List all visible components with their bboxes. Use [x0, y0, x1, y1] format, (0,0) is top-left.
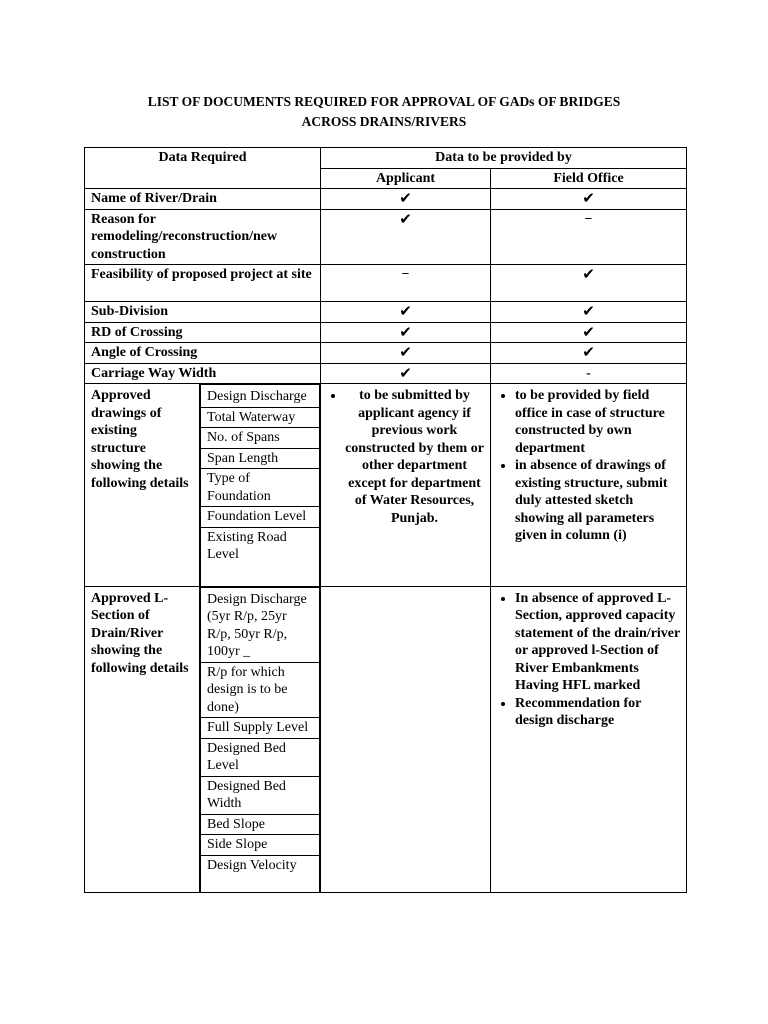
- applicant-notes-empty: [321, 586, 491, 893]
- detail-item: Bed Slope: [201, 814, 320, 835]
- header-data-required: Data Required: [85, 148, 321, 189]
- documents-table: [84, 147, 687, 893]
- table-row: [85, 322, 687, 343]
- table-row: [85, 209, 687, 265]
- row-label: Feasibility of proposed project at site: [85, 265, 321, 302]
- check-icon: ✔: [321, 363, 491, 384]
- check-icon: ✔: [491, 343, 687, 364]
- table-row: [85, 343, 687, 364]
- section-l-section: [85, 586, 687, 893]
- detail-item: Designed Bed Width: [201, 776, 320, 814]
- detail-item: Side Slope: [201, 835, 320, 856]
- section-existing-structure: [85, 384, 687, 587]
- detail-item: Existing Road Level: [201, 527, 320, 586]
- detail-item: Type of Foundation: [201, 469, 320, 507]
- document-title: [0, 92, 768, 132]
- table-row: [85, 265, 687, 302]
- header-row: [85, 148, 687, 169]
- field-office-notes: [491, 384, 687, 587]
- title-line-1: LIST OF DOCUMENTS REQUIRED FOR APPROVAL OF GADs OF BRIDGES: [147, 94, 621, 109]
- bullet-note: • to be submitted by applicant agency if previous work constructed by them or other department except for department of Water Resources, Punjab.: [345, 387, 484, 527]
- detail-list: [200, 384, 321, 587]
- table-row: [85, 302, 687, 323]
- detail-item: Design Discharge (5yr R/p, 25yr R/p, 50yr R/p, 100yr _: [201, 587, 320, 662]
- check-icon: ✔: [491, 189, 687, 210]
- dash-mark: −: [491, 209, 687, 265]
- table-row: [85, 189, 687, 210]
- section-label: Approved drawings of existing structure showing the following details: [85, 384, 200, 587]
- detail-list: [200, 586, 321, 893]
- detail-item: Full Supply Level: [201, 718, 320, 739]
- field-office-notes: [491, 586, 687, 893]
- dash-mark: −: [321, 265, 491, 302]
- title-line-2: ACROSS DRAINS/RIVERS: [301, 114, 467, 129]
- row-label: Sub-Division: [85, 302, 321, 323]
- dash-mark: -: [491, 363, 687, 384]
- header-data-provided-by: Data to be provided by: [321, 148, 687, 169]
- row-label: RD of Crossing: [85, 322, 321, 343]
- check-icon: ✔: [321, 343, 491, 364]
- check-icon: ✔: [321, 322, 491, 343]
- detail-item: No. of Spans: [201, 428, 320, 449]
- header-applicant: Applicant: [321, 168, 491, 189]
- detail-item: Foundation Level: [201, 507, 320, 528]
- header-field-office: Field Office: [491, 168, 687, 189]
- row-label: Angle of Crossing: [85, 343, 321, 364]
- row-label: Reason for remodeling/reconstruction/new construction: [85, 209, 321, 265]
- check-icon: ✔: [491, 265, 687, 302]
- detail-item: Total Waterway: [201, 407, 320, 428]
- detail-item: Design Discharge: [201, 385, 320, 408]
- bullet-note: • In absence of approved L-Section, approved capacity statement of the drain/river or approved l-Section of River Embankments Having HFL marked: [515, 590, 680, 695]
- table-row: [85, 363, 687, 384]
- bullet-note: • to be provided by field office in case of structure constructed by own department: [515, 387, 680, 457]
- bullet-note: • in absence of drawings of existing structure, submit duly attested sketch showing all parameters given in column (i): [515, 457, 680, 545]
- bullet-note: • Recommendation for design discharge: [515, 695, 680, 730]
- row-label: Carriage Way Width: [85, 363, 321, 384]
- check-icon: ✔: [491, 322, 687, 343]
- check-icon: ✔: [491, 302, 687, 323]
- check-icon: ✔: [321, 209, 491, 265]
- detail-item: Design Velocity: [201, 855, 320, 892]
- detail-item: Designed Bed Level: [201, 738, 320, 776]
- check-icon: ✔: [321, 302, 491, 323]
- applicant-notes: [321, 384, 491, 587]
- detail-item: Span Length: [201, 448, 320, 469]
- section-label: Approved L-Section of Drain/River showing the following details: [85, 586, 200, 893]
- detail-item: R/p for which design is to be done): [201, 662, 320, 718]
- check-icon: ✔: [321, 189, 491, 210]
- row-label: Name of River/Drain: [85, 189, 321, 210]
